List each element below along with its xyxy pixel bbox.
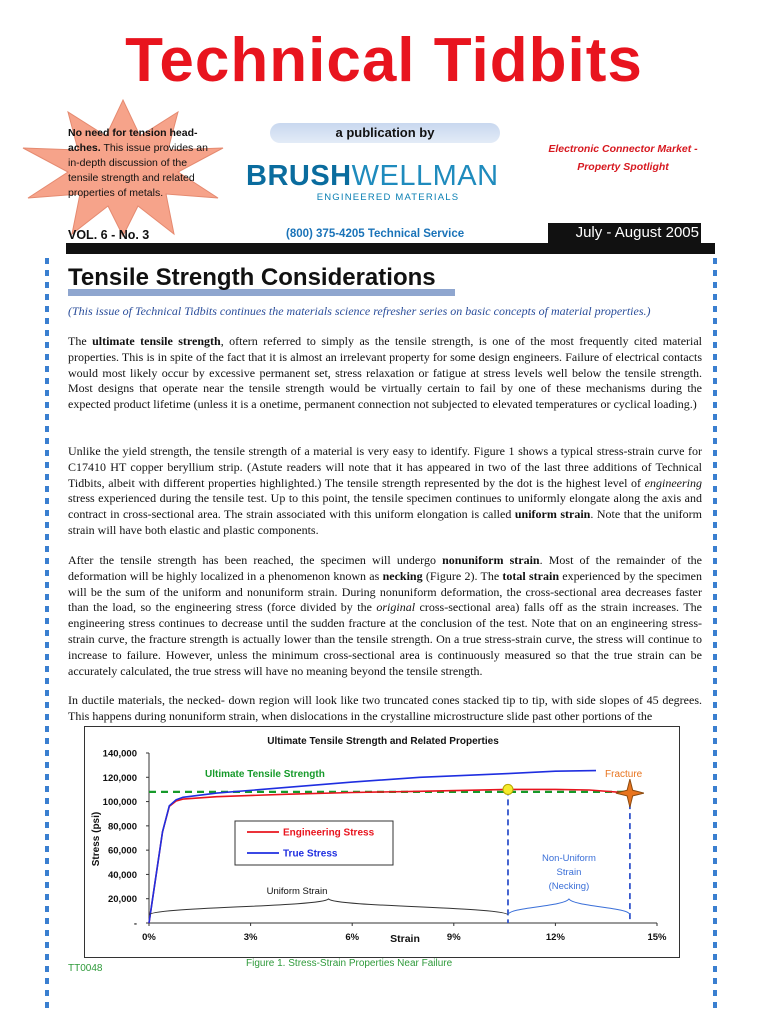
y-tick-label: 120,000 [102, 772, 137, 784]
x-tick-label: 3% [243, 932, 258, 943]
brush-wellman-logo [246, 160, 518, 206]
x-tick-label: 12% [545, 932, 565, 943]
spotlight-line2: Property Spotlight [577, 161, 669, 173]
market-spotlight [538, 140, 708, 176]
masthead-title: Technical Tidbits [125, 26, 643, 95]
x-axis-label: Strain [390, 933, 420, 945]
brand-thin: WELLMAN [351, 160, 499, 192]
p3-text-g: experienced by the specimen will be the sum of the uniform and nonuniform strain. During nonuniform deformation, the cross-sectional area decreases faster than the load, so the engineering stress (force divided by the [68, 568, 703, 615]
p3-bold-necking: necking [382, 568, 423, 583]
paragraph-2 [68, 444, 702, 539]
p1-bold-uts: ultimate tensile strength [92, 334, 221, 348]
nonuniform-label-1: Non-Uniform [542, 853, 596, 864]
fracture-star-marker [616, 779, 644, 807]
spotlight-line1: Electronic Connector Market - [548, 143, 698, 155]
paragraph-3 [68, 553, 702, 679]
y-tick-label: 140,000 [102, 748, 137, 760]
nonuniform-label-3: (Necking) [548, 881, 590, 892]
volume-number: VOL. 6 - No. 3 [68, 228, 150, 242]
uts-label: Ultimate Tensile Strength [205, 769, 325, 780]
legend-label: True Stress [283, 848, 338, 860]
starburst-lead: No need for tension head-aches. [68, 127, 198, 154]
figure-caption: Figure 1. Stress-Strain Properties Near Failure [246, 958, 453, 969]
brand-tagline: ENGINEERED MATERIALS [316, 192, 460, 203]
paragraph-4: In ductile materials, the necked- down region will look like two truncated cones stacked tip to tip, with side slopes of 45 degrees. This happens during nonuniform strain, when dislocations in the crystalline microstructure slide past other portions of the [68, 693, 702, 723]
p3-text-i: cross-sectional area) falls off as the strain increases. The engineering stress continues to decrease until the sudden fracture at the conclusion of the test. Note that on an engineering stress-strain curve, the fracture strength is actually lower than the tensile strength. On a true stress-strain curve, the stress will continue to increase to failure. However, unless the minimum cross-sectional area is continuously measured so that the true strain can be accurately calculated, the true stress will have no meaning beyond the tensile strength. [68, 600, 702, 678]
nonuniform-strain-bracket [508, 899, 630, 915]
header-rule [66, 243, 715, 254]
y-tick-label: 20,000 [107, 894, 137, 906]
p2-text-a: Unlike the yield strength, the tensile strength of a material is very easy to identify. Figure 1 shows a typical stress-strain curve for C17410 HT copper beryllium strip. (Astute readers will note that it has appeared in two of the last three additions of Technical Tidbits, albeit with different properties highlighted.) The tensile strength represented by the dot is the highest level of [68, 444, 702, 490]
brand-bold: BRUSH [246, 160, 352, 192]
nonuniform-label-2: Strain [556, 867, 582, 878]
p2-text-e: . Note that the uniform strain will have both elastic and plastic components. [68, 507, 703, 537]
p3-bold-total-strain: total strain [502, 568, 560, 583]
x-tick-label: 9% [446, 932, 461, 943]
starburst-text [68, 126, 210, 201]
x-tick-label: 6% [345, 932, 360, 943]
y-tick-label: 40,000 [107, 869, 137, 881]
p1-text-a: The [68, 334, 93, 348]
article-title: Tensile Strength Considerations [68, 264, 436, 291]
x-tick-label: 0% [142, 932, 156, 943]
technical-service-phone: (800) 375-4205 Technical Service [286, 228, 465, 240]
stress-strain-chart [84, 726, 680, 958]
legend-label: Engineering Stress [283, 827, 375, 839]
paragraph-1 [68, 334, 702, 413]
p1-text-c: , oftern referred to simply as the tensile strength, is one of the most frequently cited material properties. This is in spite of the fact that it is almost an irrelevant property for some design engineers. Failure of electrical contacts would most likely occur by excessive permanent set, stress relaxation or fatigue at stress levels well below the tensile strength. Most designs that operate near the tensile strength would be virtually certain to fail by one of these mechanisms during the expected product lifetime (unless it is a onetime, permanent connection not subjected to elevated temperatures or cyclical loading.) [68, 334, 703, 412]
uts-marker-dot [503, 784, 513, 794]
uniform-strain-bracket [149, 899, 508, 915]
p2-italic-engineering: engineering [644, 475, 702, 490]
y-tick-label: 60,000 [107, 845, 137, 857]
document-number: TT0048 [68, 963, 103, 974]
right-dotted-border [713, 258, 717, 1010]
y-axis-label: Stress (psi) [91, 811, 102, 867]
p3-text-c: . Most of the remainder of the deformation will be highly localized in a phenomenon known as [68, 553, 703, 583]
p3-bold-nonuniform: nonuniform strain [442, 553, 540, 567]
left-dotted-border [45, 258, 49, 1010]
p3-italic-original: original [376, 600, 416, 615]
x-tick-label: 15% [647, 932, 667, 943]
y-tick-label: 80,000 [107, 821, 137, 833]
issue-date: July - August 2005 [548, 223, 701, 243]
chart-svg [85, 727, 681, 959]
chart-title: Ultimate Tensile Strength and Related Properties [267, 736, 499, 747]
starburst-body: This issue provides an in-depth discussion of the tensile strength and related properties of metals. [68, 142, 208, 199]
y-tick-label: 100,000 [102, 797, 137, 809]
p2-text-c: stress experienced during the tensile test. Up to this point, the tensile specimen continues to uniformly elongate along the axis and contract in cross-sectional area. The strain associated with this uniform elongation is called [68, 491, 702, 522]
uniform-strain-label: Uniform Strain [266, 886, 328, 897]
p2-bold-uniform-strain: uniform strain [514, 507, 591, 522]
article-intro: (This issue of Technical Tidbits continues the materials science refresher series on basic concepts of material properties.) [68, 304, 651, 318]
publication-label: a publication by [270, 123, 500, 143]
p3-text-a: After the tensile strength has been reached, the specimen will undergo [68, 553, 443, 567]
y-tick-label: - [133, 918, 137, 930]
fracture-label: Fracture [605, 769, 643, 780]
p3-text-e: (Figure 2). The [422, 568, 503, 583]
